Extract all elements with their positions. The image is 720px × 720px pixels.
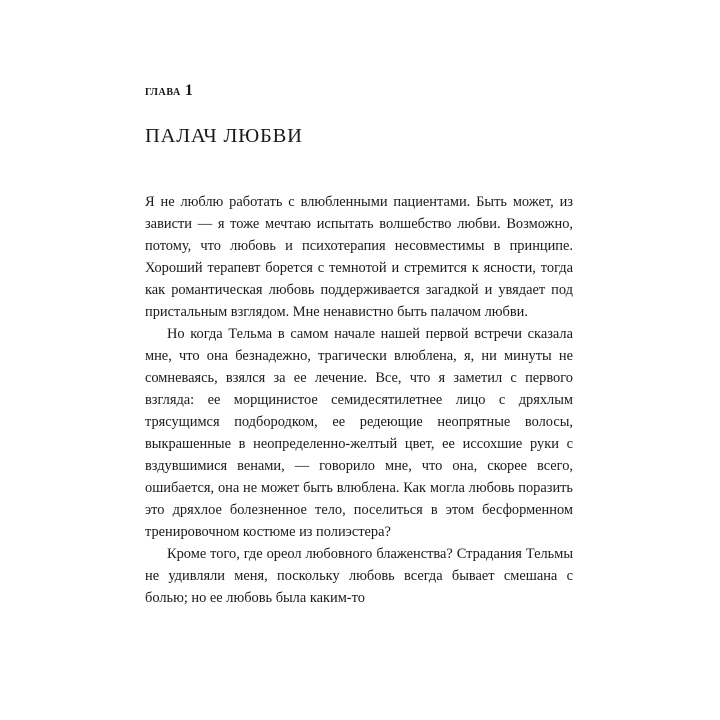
page-text-block	[145, 82, 573, 609]
chapter-label-number: 1	[185, 82, 193, 99]
chapter-title: ПАЛАЧ ЛЮБВИ	[145, 124, 303, 147]
body-copy	[145, 191, 573, 609]
chapter-label	[145, 82, 573, 100]
paragraph: Но когда Тельма в самом начале нашей первой встречи сказала мне, что она безнадежно, трагически влюблена, я, ни минуты не сомневаясь, взялся за ее лечение. Все, что я заметил с первого взгляда: ее морщинистое семидесятилетнее лицо с дряхлым трясущимся подбородком, ее редеющие неопрятные волосы, выкрашенные в неопределенно-желтый цвет, ее иссохшие руки с вздувшимися венами, — говорило мне, что она, скорее всего, ошибается, она не может быть влюблена. Как могла любовь поразить это дряхлое болезненное тело, поселиться в этом бесформенном тренировочном костюме из полиэстера?	[145, 325, 573, 540]
chapter-label-word: глава	[145, 83, 181, 99]
paragraph: Кроме того, где ореол любовного блаженства? Страдания Тельмы не удивляли меня, поскольку любовь всегда бывает смешана с болью; но ее любовь была каким-то	[145, 545, 573, 606]
paragraph: Я не люблю работать с влюбленными пациентами. Быть может, из зависти — я тоже мечтаю испытать волшебство любви. Возможно, потому, что любовь и психотерапия несовместимы в принципе. Хороший терапевт борется с темнотой и стремится к ясности, тогда как романтическая любовь поддерживается загадкой и увядает под пристальным взглядом. Мне ненавистно быть палачом любви.	[145, 193, 573, 320]
